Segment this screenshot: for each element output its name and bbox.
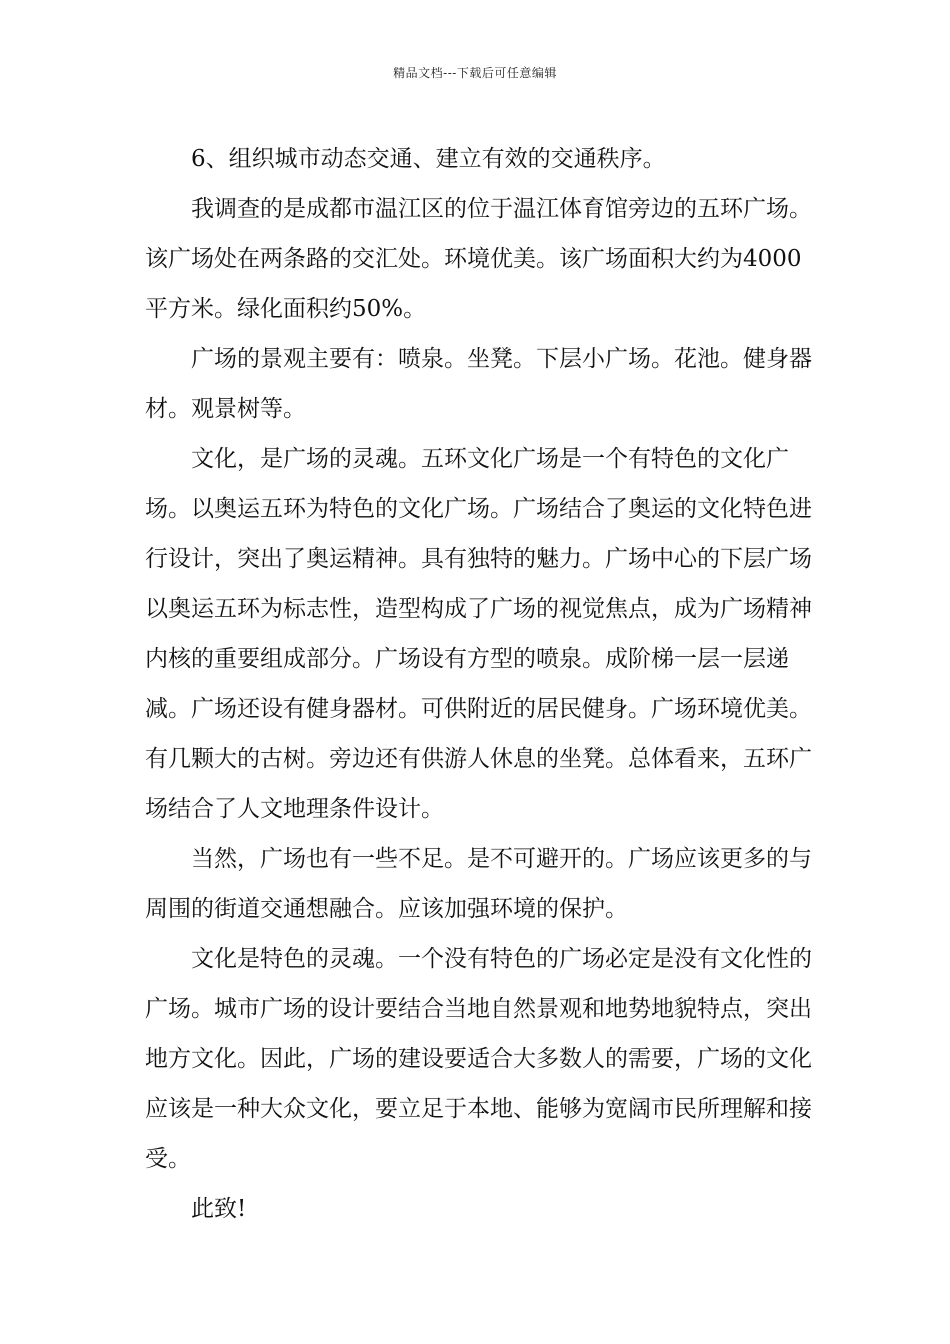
document-body <box>145 134 815 1234</box>
paragraph-closing: 此致! <box>191 1196 247 1222</box>
paragraph-landscape: 广场的景观主要有：喷泉。坐凳。下层小广场。花池。健身器材。观景树等。 <box>145 346 812 422</box>
page-header: 精品文档---下载后可任意编辑 <box>393 66 557 80</box>
paragraph-survey-location: 我调查的是成都市温江区的位于温江体育馆旁边的五环广场。该广场处在两条路的交汇处。环境优美。该广场面积大约为4000平方米。绿化面积约50%。 <box>145 196 812 322</box>
paragraph-culture: 文化，是广场的灵魂。五环文化广场是一个有特色的文化广场。以奥运五环为特色的文化广场。广场结合了奥运的文化特色进行设计，突出了奥运精神。具有独特的魅力。广场中心的下层广场以奥运五环为标志性，造型构成了广场的视觉焦点，成为广场精神内核的重要组成部分。广场设有方型的喷泉。成阶梯一层一层递减。广场还设有健身器材。可供附近的居民健身。广场环境优美。有几颗大的古树。旁边还有供游人休息的坐凳。总体看来，五环广场结合了人文地理条件设计。 <box>145 446 812 822</box>
paragraph-shortcomings: 当然，广场也有一些不足。是不可避开的。广场应该更多的与周围的街道交通想融合。应该加强环境的保护。 <box>145 846 812 922</box>
paragraph-traffic-order: 6、组织城市动态交通、建立有效的交通秩序。 <box>191 146 666 172</box>
paragraph-conclusion: 文化是特色的灵魂。一个没有特色的广场必定是没有文化性的广场。城市广场的设计要结合当地自然景观和地势地貌特点，突出地方文化。因此，广场的建设要适合大多数人的需要，广场的文化应该是一种大众文化，要立足于本地、能够为宽阔市民所理解和接受。 <box>145 946 812 1172</box>
